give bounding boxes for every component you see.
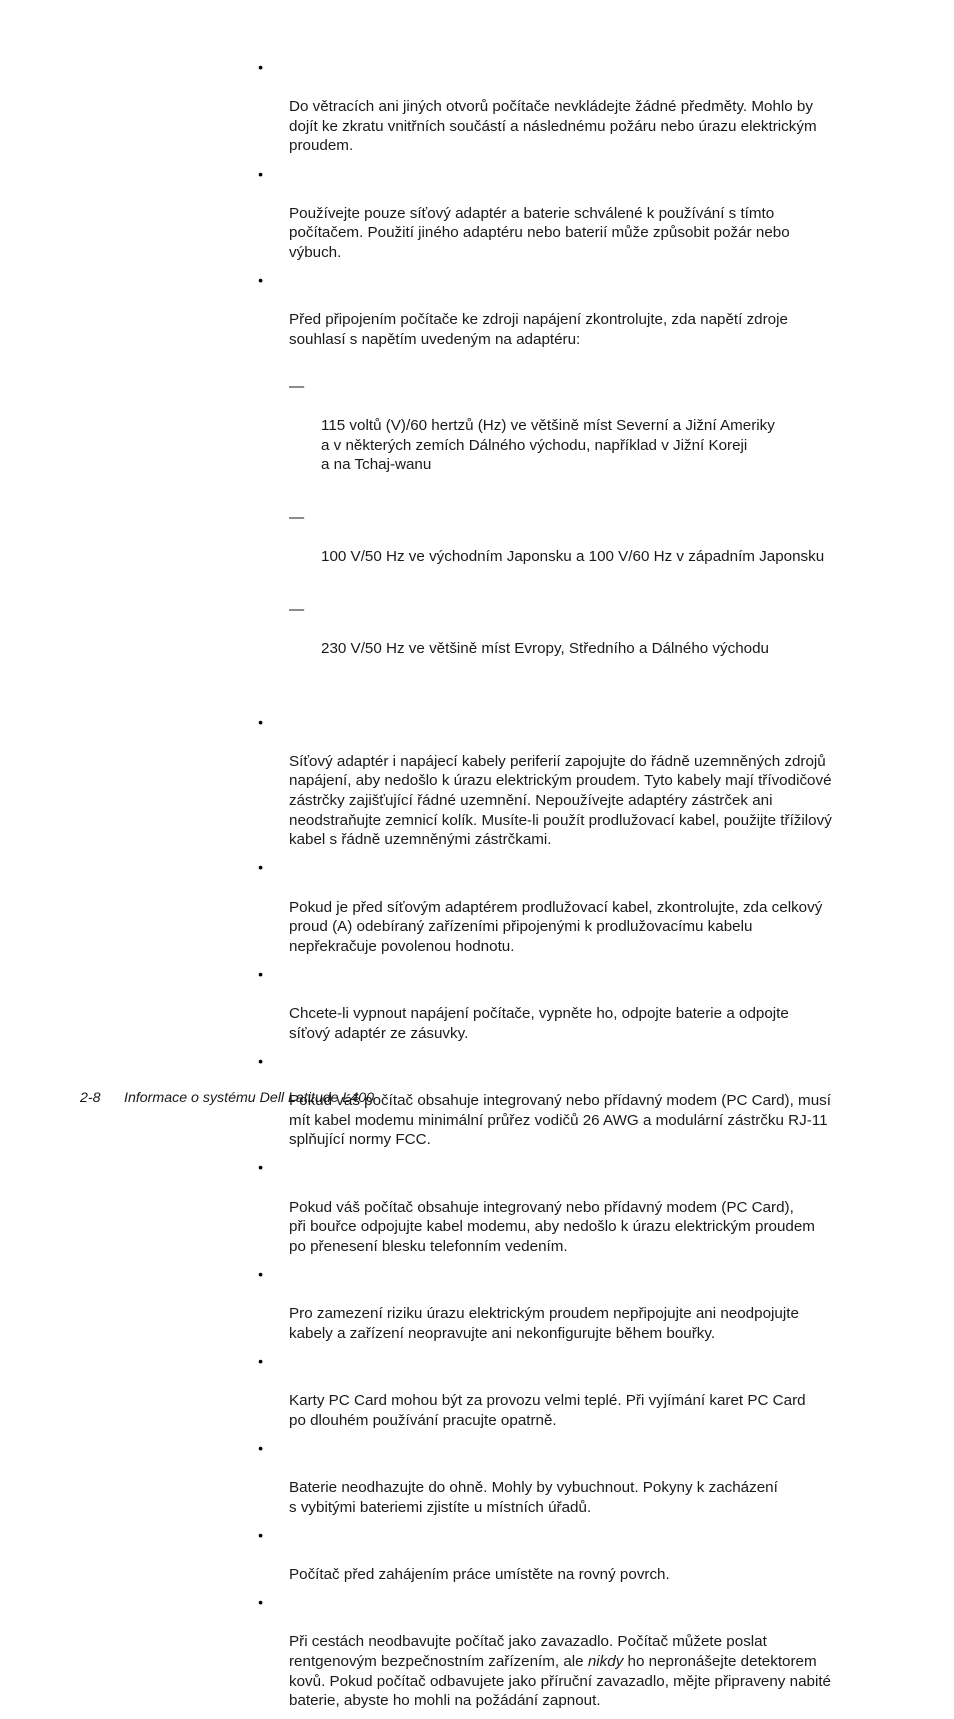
bullet-icon: • — [258, 1526, 263, 1543]
list-item-text: Používejte pouze síťový adaptér a baterie schválené k používání s tímto počítačem. Použití jiného adaptéru nebo baterií může způsobit požár nebo výbuch. — [289, 204, 790, 261]
bullet-icon: • — [258, 713, 263, 730]
bullet-icon: • — [258, 1352, 263, 1369]
travel-text-after: ho nepronášejte detektorem kovů. Pokud počítač odbavujete jako příruční zavazadlo, mějte připraveny nabité baterie, abyste ho mohli na požádání zapnout. — [289, 1653, 832, 1710]
voltage-list-item-text: 115 voltů (V)/60 hertzů (Hz) ve většině míst Severní a Jižní Ameriky a v některých zemích Dálného východu, například v Jižní Koreji a na Tchaj-wanu — [321, 417, 775, 474]
footer-title: Informace o systému Dell Latitude L400 — [124, 1090, 374, 1106]
list-item-text: Pokud je před síťovým adaptérem prodlužovací kabel, zkontrolujte, zda celkový proud (A) odebíraný zařízeními připojenými k prodlužovacímu kabelu nepřekračuje povolenou hodnotu. — [289, 898, 823, 955]
bullet-icon: • — [258, 859, 263, 876]
list-item — [258, 1265, 878, 1343]
voltage-list — [289, 358, 878, 685]
list-item — [258, 1352, 878, 1430]
travel-text-emphasis: nikdy — [587, 1653, 624, 1671]
list-item-text: Pokud váš počítač obsahuje integrovaný nebo přídavný modem (PC Card), musí mít kabel modemu minimální průřez vodičů 26 AWG a modulární zástrčku RJ-11 splňující normy FCC. — [289, 1092, 831, 1149]
list-item — [258, 965, 878, 1043]
list-item — [258, 58, 878, 156]
bullet-icon: • — [258, 1594, 263, 1611]
bullet-icon: • — [258, 1052, 263, 1069]
voltage-list-item-text: 230 V/50 Hz ve většině míst Evropy, Středního a Dálného východu — [321, 640, 769, 658]
list-item-text — [289, 1633, 831, 1709]
list-item-text: Baterie neodhazujte do ohně. Mohly by vybuchnout. Pokyny k zacházení s vybitými bateriemi zjistíte u místních úřadů. — [289, 1479, 778, 1516]
list-item — [258, 165, 878, 263]
list-item-text: Před připojením počítače ke zdroji napájení zkontrolujte, zda napětí zdroje souhlasí s napětím uvedeným na adaptéru: — [289, 311, 788, 348]
voltage-list-item-text: 100 V/50 Hz ve východním Japonsku a 100 V/60 Hz v západním Japonsku — [321, 548, 825, 566]
bullet-icon: • — [258, 1159, 263, 1176]
page-number: 2-8 — [80, 1090, 101, 1106]
page-footer — [80, 1090, 374, 1106]
bullet-icon: • — [258, 1439, 263, 1456]
bullet-icon: • — [258, 1266, 263, 1282]
list-item-text: Počítač před zahájením práce umístěte na rovný povrch. — [289, 1566, 670, 1584]
voltage-list-item — [289, 377, 878, 475]
list-item — [258, 713, 878, 850]
bullet-icon: • — [258, 165, 263, 182]
list-item-text: Síťový adaptér i napájecí kabely periferií zapojujte do řádně uzemněných zdrojů napájení, aby nedošlo k úrazu elektrickým proudem. Tyto kabely mají třívodičové zástrčky zajišťující řádné uzemnění. Nepoužívejte adaptéry zástrček ani neodstraňujte zemnicí kolík. Musíte-li použít prodlužovací kabel, použijte třížilový kabel s řádně uzemněnými zástrčkami. — [289, 752, 832, 849]
bullet-icon: • — [258, 965, 263, 982]
travel-text-before: Při cestách neodbavujte počítač jako zavazadlo. Počítač můžete poslat rentgenovým bezpečnostním zařízením, ale — [289, 1633, 767, 1671]
list-item-text: Chcete-li vypnout napájení počítače, vypněte ho, odpojte baterie a odpojte síťový adaptér ze zásuvky. — [289, 1005, 789, 1042]
voltage-list-item — [289, 508, 878, 567]
list-item — [258, 1526, 878, 1585]
list-item — [258, 1439, 878, 1517]
list-item — [258, 858, 878, 956]
list-item — [258, 271, 878, 704]
safety-instructions-list — [258, 58, 878, 1719]
dash-icon: — — [289, 509, 305, 527]
list-item — [258, 1158, 878, 1256]
list-item-text: Pokud váš počítač obsahuje integrovaný nebo přídavný modem (PC Card), při bouřce odpojujte kabel modemu, aby nedošlo k úrazu elektrickým proudem po přenesení blesku telefonním vedením. — [289, 1198, 815, 1255]
list-item — [258, 1593, 878, 1711]
list-item-text: Karty PC Card mohou být za provozu velmi teplé. Při vyjímání karet PC Card po dlouhém používání pracujte opatrně. — [289, 1392, 806, 1429]
list-item-text: Pro zamezení riziku úrazu elektrickým proudem nepřipojujte ani neodpojujte kabely a zařízení neopravujte ani nekonfigurujte během bouřky. — [289, 1305, 799, 1342]
voltage-list-item — [289, 600, 878, 659]
list-item-text: Do větracích ani jiných otvorů počítače nevkládejte žádné předměty. Mohlo by dojít ke zkratu vnitřních součástí a následnému požáru nebo úrazu elektrickým proudem. — [289, 98, 817, 155]
dash-icon: — — [289, 601, 305, 619]
dash-icon: — — [289, 378, 305, 396]
bullet-icon: • — [258, 272, 263, 289]
bullet-icon: • — [258, 59, 263, 75]
